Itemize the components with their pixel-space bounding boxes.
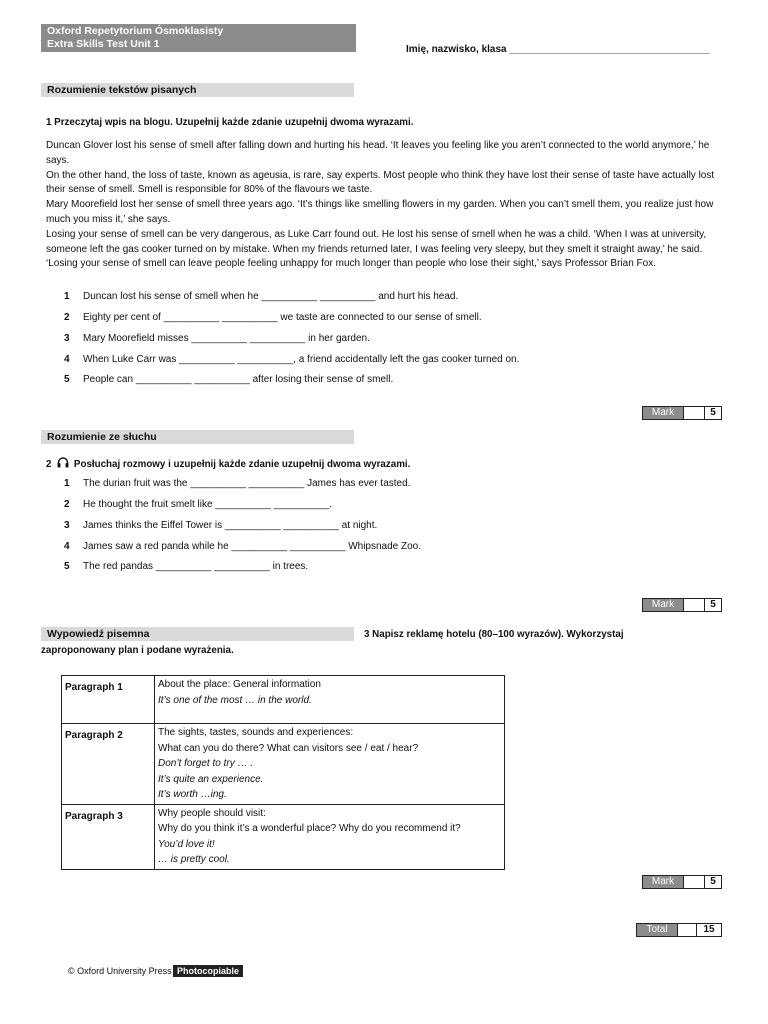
reading-mark-box bbox=[642, 406, 722, 420]
question-text: When Luke Carr was __________ __________, a friend accidentally left the gas cooker turned on. bbox=[83, 354, 520, 365]
question-text: He thought the fruit smelt like __________ __________. bbox=[83, 499, 333, 510]
question-number: 4 bbox=[64, 354, 70, 365]
question-text: Duncan lost his sense of smell when he __________ __________ and hurt his head. bbox=[83, 291, 459, 302]
writing-instruction-cont: zaproponowany plan i podane wyrażenia. bbox=[41, 645, 234, 656]
instruction-number: 2 bbox=[46, 459, 52, 470]
section-writing-title: Wypowiedź pisemna bbox=[41, 627, 354, 641]
plan-line: About the place: General information bbox=[158, 679, 321, 690]
listening-question bbox=[64, 520, 377, 531]
reading-question bbox=[64, 333, 370, 344]
reading-question bbox=[64, 291, 458, 302]
question-text: The durian fruit was the __________ __________ James has ever tasted. bbox=[83, 478, 411, 489]
passage-paragraph: Losing your sense of smell can be very dangerous, as Luke Carr found out. He lost his sense of smell when he was a child. ‘When I was at university, someone left the gas cooker turned on by mistake. When my friends returned later, I was feeling very sleepy, but they smelt it straight away,’ he said. bbox=[46, 228, 707, 255]
paragraph-content bbox=[155, 804, 505, 869]
writing-plan-table bbox=[61, 675, 505, 870]
plan-line: Why people should visit: bbox=[158, 807, 266, 819]
headphones-icon bbox=[57, 457, 69, 468]
test-subtitle: Extra Skills Test Unit 1 bbox=[47, 38, 160, 50]
plan-line: The sights, tastes, sounds and experiences: bbox=[158, 727, 354, 738]
table-row bbox=[62, 804, 505, 869]
plan-phrase: It’s worth …ing. bbox=[158, 789, 227, 800]
score-field[interactable] bbox=[683, 599, 704, 611]
blog-passage bbox=[46, 139, 722, 272]
passage-paragraph: ‘Losing your sense of smell can leave people feeling unhappy for much longer than people who lose their sight,’ says Professor Brian Fox. bbox=[46, 258, 656, 270]
paragraph-content bbox=[155, 676, 505, 724]
question-number: 5 bbox=[64, 561, 70, 572]
plan-phrase: You’d love it! bbox=[158, 838, 215, 850]
question-text: Mary Moorefield misses __________ __________ in her garden. bbox=[83, 333, 370, 344]
question-number: 4 bbox=[64, 541, 70, 552]
reading-question bbox=[64, 354, 519, 365]
table-row bbox=[62, 724, 505, 805]
question-number: 2 bbox=[64, 312, 70, 323]
test-header bbox=[41, 24, 356, 52]
plan-phrase: Don’t forget to try … . bbox=[158, 758, 254, 769]
test-title: Oxford Repetytorium Ósmoklasisty bbox=[47, 25, 224, 37]
paragraph-label: Paragraph 3 bbox=[62, 804, 155, 869]
section-reading-title: Rozumienie tekstów pisanych bbox=[41, 83, 354, 97]
question-number: 2 bbox=[64, 499, 70, 510]
plan-phrase: It’s one of the most … in the world. bbox=[158, 694, 312, 706]
question-number: 5 bbox=[64, 374, 70, 385]
mark-label: Mark bbox=[643, 599, 683, 611]
mark-value: 5 bbox=[704, 407, 721, 419]
plan-line: Why do you think it’s a wonderful place? Why do you recommend it? bbox=[158, 823, 461, 834]
question-text: Eighty per cent of __________ __________ we taste are connected to our sense of smell. bbox=[83, 312, 482, 323]
publisher-copyright: © Oxford University Press bbox=[68, 966, 172, 976]
mark-value: 5 bbox=[704, 599, 721, 611]
passage-paragraph: Mary Moorefield lost her sense of smell three years ago. ‘It’s things like smelling flowers in my garden. When you can’t smell them, you realize just how much you miss it,’ she says. bbox=[46, 199, 714, 225]
listening-mark-box bbox=[642, 598, 722, 612]
writing-instruction: 3 Napisz reklamę hotelu (80–100 wyrazów). Wykorzystaj bbox=[364, 629, 624, 640]
name-class-field: Imię, nazwisko, klasa ____________________________________ bbox=[406, 44, 710, 55]
mark-label: Mark bbox=[643, 876, 683, 888]
plan-line: What can you do there? What can visitors see / eat / hear? bbox=[158, 742, 419, 754]
question-text: James saw a red panda while he __________ __________ Whipsnade Zoo. bbox=[83, 541, 422, 552]
reading-question bbox=[64, 312, 482, 323]
total-score-field[interactable] bbox=[677, 924, 696, 936]
question-number: 1 bbox=[64, 291, 70, 302]
listening-question bbox=[64, 499, 332, 510]
passage-paragraph: On the other hand, the loss of taste, known as ageusia, is rare, say experts. Most people who think they have lost their sense of taste have actually lost their sense of smell. Smell is responsible for 80% of the flavours we taste. bbox=[46, 169, 715, 196]
listening-question bbox=[64, 478, 410, 489]
table-row bbox=[62, 676, 505, 724]
total-score-box bbox=[636, 923, 722, 937]
section-listening-title: Rozumienie ze słuchu bbox=[41, 430, 354, 444]
question-text: James thinks the Eiffel Tower is __________ __________ at night. bbox=[83, 520, 378, 531]
photocopiable-badge: Photocopiable bbox=[173, 965, 243, 977]
total-value: 15 bbox=[696, 924, 721, 936]
score-field[interactable] bbox=[683, 876, 704, 888]
listening-question bbox=[64, 561, 308, 572]
paragraph-content bbox=[155, 724, 505, 805]
instruction-text: Posłuchaj rozmowy i uzupełnij każde zdanie uzupełnij dwoma wyrazami. bbox=[73, 459, 411, 470]
total-label: Total bbox=[637, 924, 677, 936]
plan-phrase: It’s quite an experience. bbox=[158, 773, 264, 785]
reading-question bbox=[64, 374, 393, 385]
question-number: 3 bbox=[64, 333, 70, 344]
paragraph-label: Paragraph 2 bbox=[62, 724, 155, 805]
paragraph-label: Paragraph 1 bbox=[62, 676, 155, 724]
mark-label: Mark bbox=[643, 407, 683, 419]
plan-phrase: … is pretty cool. bbox=[158, 854, 230, 865]
reading-instruction: 1 Przeczytaj wpis na blogu. Uzupełnij każde zdanie uzupełnij dwoma wyrazami. bbox=[46, 117, 414, 128]
writing-mark-box bbox=[642, 875, 722, 889]
question-number: 1 bbox=[64, 478, 70, 489]
question-text: People can __________ __________ after losing their sense of smell. bbox=[83, 374, 394, 385]
listening-instruction bbox=[46, 457, 410, 470]
score-field[interactable] bbox=[683, 407, 704, 419]
passage-paragraph: Duncan Glover lost his sense of smell after falling down and hurting his head. ‘It leaves you feeling like you aren’t connected to the world anymore,’ he says. bbox=[46, 140, 710, 166]
question-text: The red pandas __________ __________ in trees. bbox=[83, 561, 309, 572]
listening-question bbox=[64, 541, 421, 552]
question-number: 3 bbox=[64, 520, 70, 531]
mark-value: 5 bbox=[704, 876, 721, 888]
